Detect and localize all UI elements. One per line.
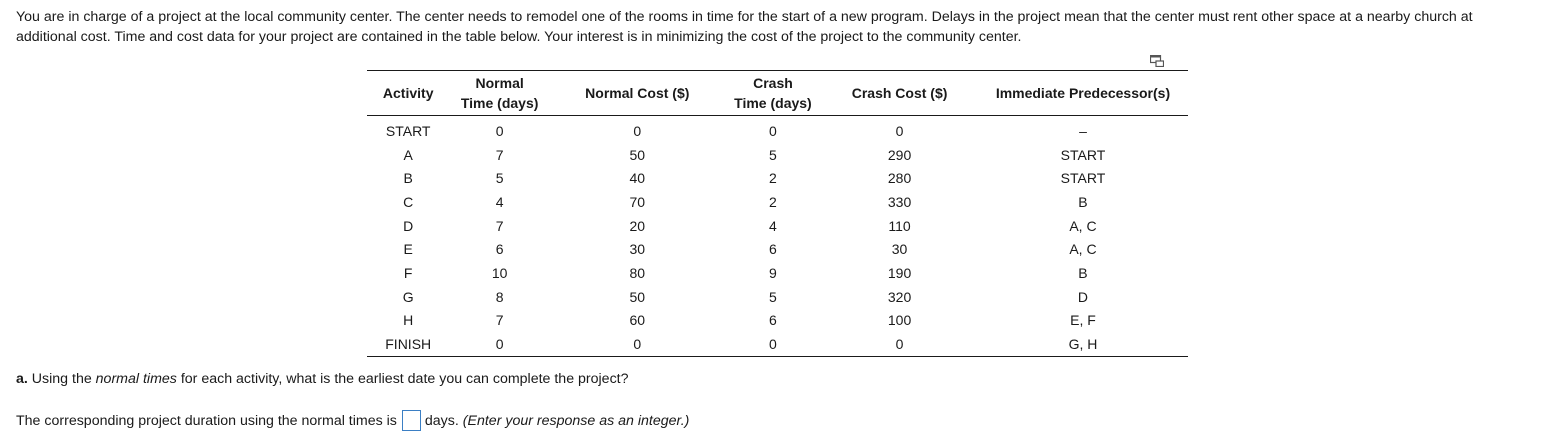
cell-predecessors: D <box>1077 288 1089 305</box>
cell-normal-cost: 20 <box>629 217 646 234</box>
cell-normal-time: 0 <box>495 122 504 139</box>
cell-predecessors: START <box>1060 170 1106 187</box>
cell-crash-cost: 100 <box>887 312 912 329</box>
copy-table-icon[interactable] <box>1150 55 1164 67</box>
cell-crash-time: 0 <box>725 332 821 356</box>
cell-crash-time: 5 <box>769 146 777 163</box>
cell-crash-cost: 30 <box>891 241 908 258</box>
cell-crash-time: 5 <box>769 288 777 305</box>
header-crash-time-line1: Crash <box>753 75 793 91</box>
cell-activity: D <box>403 217 414 234</box>
cell-crash-time: 2 <box>769 193 777 210</box>
header-crash-time-line2: Time (days) <box>734 95 812 111</box>
question-a <box>16 371 629 387</box>
cell-normal-cost: 0 <box>633 122 642 139</box>
table-row <box>367 285 1188 309</box>
question-emphasis: normal times <box>95 371 177 387</box>
cell-crash-cost: 320 <box>887 288 912 305</box>
cell-predecessors: – <box>1079 122 1087 139</box>
table-row <box>367 166 1188 190</box>
cell-crash-cost: 0 <box>821 332 978 356</box>
header-crash-cost: Crash Cost ($) <box>821 71 978 116</box>
header-normal-time-line2: Time (days) <box>460 95 539 111</box>
header-normal-time-line1: Normal <box>475 75 524 91</box>
cell-crash-time: 6 <box>769 241 777 258</box>
cell-activity: F <box>403 264 413 281</box>
cell-predecessors: A, C <box>1069 217 1097 234</box>
cell-normal-cost: 0 <box>550 332 725 356</box>
table-row <box>367 190 1188 214</box>
cell-predecessors: B <box>1078 264 1088 281</box>
cell-crash-cost: 280 <box>887 170 912 187</box>
cell-normal-cost: 50 <box>629 146 646 163</box>
cell-predecessors: B <box>1078 193 1088 210</box>
answer-hint: (Enter your response as an integer.) <box>462 412 690 429</box>
cell-crash-time: 0 <box>769 122 777 139</box>
header-predecessors: Immediate Predecessor(s) <box>978 71 1188 116</box>
table-row <box>367 143 1188 167</box>
problem-intro: You are in charge of a project at the local community center. The center needs to remodel one of the rooms in time for the start of a new program. Delays in the project mean that the center must rent other space at a nearby church at additional cost. Time and cost data for your project are contained in the table below. Your interest is in minimizing the cost of the project to the community center. <box>16 9 1473 45</box>
cell-crash-cost: 190 <box>887 264 912 281</box>
cell-crash-time: 6 <box>769 312 777 329</box>
question-text-after: for each activity, what is the earliest date you can complete the project? <box>176 371 629 387</box>
table-row <box>367 116 1188 143</box>
cell-activity: B <box>403 170 413 187</box>
cell-normal-time: 5 <box>495 170 504 187</box>
cell-crash-cost: 290 <box>887 146 912 163</box>
table-row <box>367 309 1188 333</box>
cell-crash-cost: 0 <box>895 122 904 139</box>
cell-normal-cost: 30 <box>629 241 646 258</box>
cell-normal-cost: 80 <box>629 264 646 281</box>
activity-table <box>367 70 1188 357</box>
cell-normal-cost: 70 <box>629 193 646 210</box>
cell-predecessors: A, C <box>1069 241 1097 258</box>
table-row <box>367 237 1188 261</box>
cell-activity: H <box>403 312 414 329</box>
cell-predecessors: G, H <box>978 332 1188 356</box>
cell-normal-time: 7 <box>495 312 504 329</box>
question-label: a. <box>16 371 28 387</box>
cell-normal-time: 4 <box>495 193 504 210</box>
cell-normal-time: 7 <box>495 146 504 163</box>
table-row <box>367 261 1188 285</box>
table-body <box>367 116 1188 357</box>
cell-crash-cost: 330 <box>887 193 912 210</box>
cell-activity: START <box>385 122 431 139</box>
question-text-before: Using the <box>27 371 96 387</box>
cell-predecessors: START <box>1060 146 1106 163</box>
cell-crash-time: 9 <box>769 264 777 281</box>
answer-prefix: The corresponding project duration using the normal times is <box>16 412 397 429</box>
answer-line <box>16 410 689 431</box>
table-header-row <box>367 71 1188 116</box>
cell-normal-cost: 60 <box>629 312 646 329</box>
cell-crash-time: 2 <box>769 170 777 187</box>
cell-activity: G <box>402 288 414 305</box>
cell-normal-time: 8 <box>495 288 504 305</box>
header-normal-cost: Normal Cost ($) <box>550 71 725 116</box>
table-row <box>367 214 1188 238</box>
header-activity: Activity <box>367 71 449 116</box>
cell-predecessors: E, F <box>1070 312 1096 329</box>
cell-normal-cost: 40 <box>629 170 646 187</box>
header-normal-time <box>449 71 549 116</box>
answer-suffix: days. <box>424 412 459 429</box>
cell-activity: FINISH <box>367 332 449 356</box>
cell-crash-cost: 110 <box>888 217 911 234</box>
cell-normal-time: 6 <box>495 241 504 258</box>
cell-activity: E <box>403 241 413 258</box>
cell-normal-time: 0 <box>449 332 549 356</box>
cell-normal-cost: 50 <box>629 288 646 305</box>
cell-activity: C <box>403 193 414 210</box>
cell-normal-time: 7 <box>495 217 504 234</box>
header-crash-time <box>725 71 821 116</box>
cell-normal-time: 10 <box>491 264 508 281</box>
table-row <box>367 332 1188 356</box>
duration-answer-input[interactable] <box>402 410 421 431</box>
cell-crash-time: 4 <box>769 217 777 234</box>
cell-activity: A <box>403 146 413 163</box>
